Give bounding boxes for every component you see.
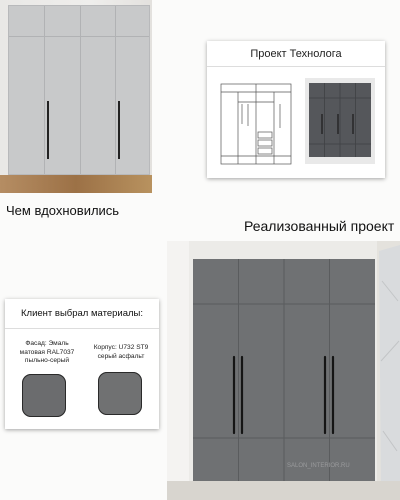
facade-color-swatch	[22, 374, 66, 417]
technolog-title: Проект Технолога	[207, 41, 385, 67]
body-label: Корпус: U732 ST9 серый асфальт	[93, 344, 149, 360]
body-color-swatch	[98, 372, 142, 415]
materials-title: Клиент выбрал материалы:	[5, 299, 159, 329]
inspiration-photo	[0, 0, 152, 193]
realized-photo	[167, 241, 400, 500]
technical-sketch	[218, 80, 294, 168]
technolog-render	[305, 78, 375, 164]
inspiration-wardrobe	[8, 5, 150, 175]
facade-label: Фасад: Эмаль матовая RAL7037 пыльно-серый	[19, 340, 75, 364]
inspired-caption: Чем вдохновились	[6, 203, 120, 218]
watermark-text: SALON_INTERIOR.RU	[287, 463, 350, 469]
floor	[0, 175, 152, 193]
realized-caption: Реализованный проект	[244, 218, 395, 234]
